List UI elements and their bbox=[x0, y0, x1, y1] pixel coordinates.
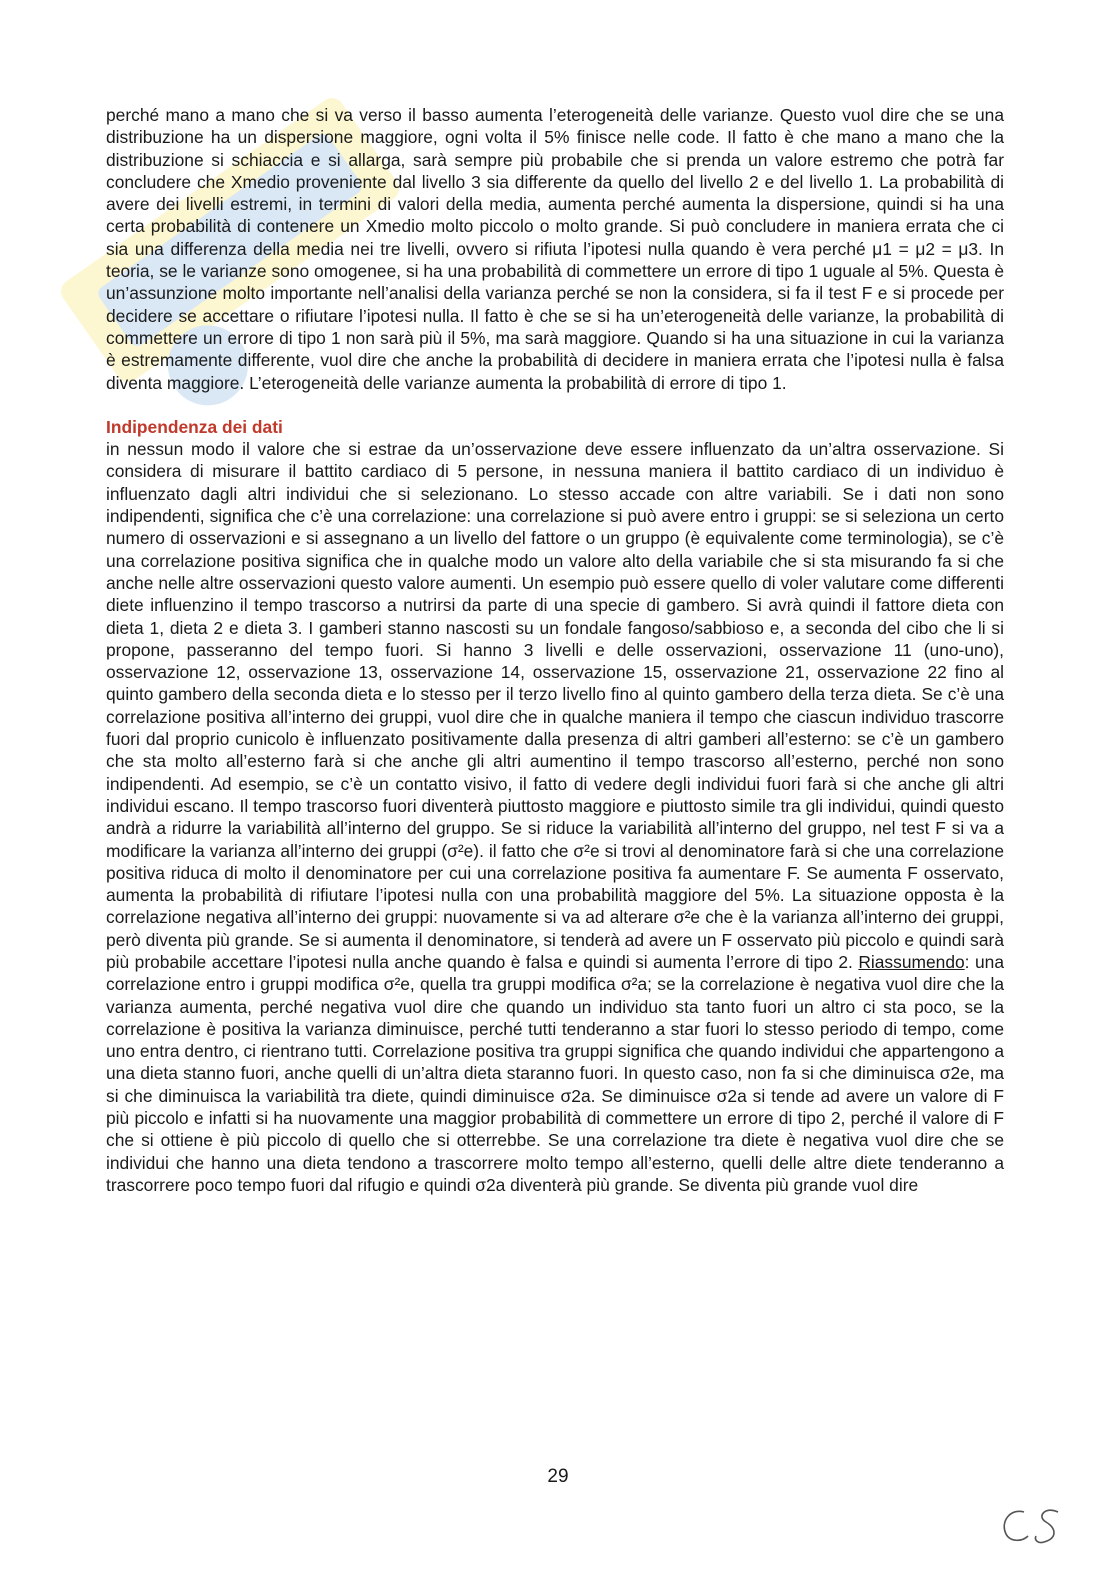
document-body bbox=[106, 104, 1004, 1196]
section-heading: Indipendenza dei dati bbox=[106, 416, 283, 437]
paragraph-gap bbox=[106, 394, 1004, 416]
page-number: 29 bbox=[547, 1466, 569, 1487]
riassumendo-underlined: Riassumendo bbox=[858, 951, 965, 972]
paragraph-1: perché mano a mano che si va verso il basso aumenta l’eterogeneità delle varianze. Questo vuol dire che se una distribuzione ha un dispersione maggiore, ogni volta il 5% finisce nelle code. Il fatto è che mano a mano che la distribuzione si schiaccia e si allarga, sarà sempre più probabile che si prenda un valore estremo che potrà far concludere che Xmedio proveniente dal livello 3 sia differente da quello del livello 2 e del livello 1. La probabilità di avere dei livelli estremi, in termini di valori della media, aumenta perché aumenta la dispersione, quindi si ha una certa probabilità di contenere un Xmedio molto piccolo o molto grande. Si può concludere in maniera errata che ci sia una differenza della media nei tre livelli, ovvero si rifiuta l’ipotesi nulla quando è vera perché μ1 = μ2 = μ3. In teoria, se le varianze sono omogenee, si ha una probabilità di commettere un errore di tipo 1 uguale al 5%. Questa è un’assunzione molto importante nell’analisi della varianza perché se non la considera, si fa il test F e si procede per decidere se accettare o rifiutare l’ipotesi nulla. Il fatto è che se si ha un’eterogeneità delle varianze, la probabilità di commettere un errore di tipo 1 non sarà più il 5%, ma sarà maggiore. Quando si ha una situazione in cui la varianza è estremamente differente, vuol dire che anche la probabilità di decidere in maniera errata che l’ipotesi nulla è falsa diventa maggiore. L’eterogeneità delle varianze aumenta la probabilità di errore di tipo 1. bbox=[106, 105, 1004, 393]
cs-signature-logo bbox=[996, 1500, 1076, 1550]
paragraph-2-part-a: in nessun modo il valore che si estrae da un’osservazione deve essere influenzato da un’altra osservazione. Si considera di misurare il battito cardiaco di 5 persone, in nessuna maniera il battito cardiaco di un individuo è influenzato dagli altri individui che si selezionano. Lo stesso accade con altre variabili. Se i dati non sono indipendenti, significa che c’è una correlazione: una correlazione si può avere entro i gruppi: se si seleziona un certo numero di osservazioni e si assegnano a un livello del fattore o un gruppo (è equivalente come terminologia), se c’è una correlazione positiva significa che in qualche modo un valore alto della variabile che si sta misurando fa si che anche nelle altre osservazioni questo valore aumenti. Un esempio può essere quello di voler valutare come differenti diete influenzino il tempo trascorso a nutrirsi da parte di una specie di gambero. Si avrà quindi il fattore dieta con dieta 1, dieta 2 e dieta 3. I gamberi stanno nascosti su un fondale fangoso/sabbioso e, a seconda del cibo che li si propone, passeranno del tempo fuori. Si hanno 3 livelli e delle osservazioni, osservazione 11 (uno-uno), osservazione 12, osservazione 13, osservazione 14, osservazione 15, osservazione 21, osservazione 22 fino al quinto gambero della seconda dieta e lo stesso per il terzo livello fino al quinto gambero della terza dieta. Se c’è una correlazione positiva all’interno dei gruppi, vuol dire che in qualche maniera il tempo che ciascun individuo trascorre fuori dal proprio cunicolo è influenzato positivamente dalla presenza di altri gamberi all’esterno: se c’è un gambero che sta molto all’esterno farà si che anche gli altri aumentino il tempo trascorso all’esterno, perché non sono indipendenti. Ad esempio, se c’è un contatto visivo, il fatto di vedere degli individui fuori farà si che anche gli altri individui escano. Il tempo trascorso fuori diventerà piuttosto maggiore e piuttosto simile tra gli individui, quindi questo andrà a ridurre la variabilità all’interno del gruppo. Se si riduce la variabilità all’interno del gruppo, nel test F si va a modificare la varianza all’interno dei gruppi (σ²e). il fatto che σ²e si trovi al denominatore farà si che una correlazione positiva riduca di molto il denominatore per cui una correlazione positiva fa aumentare F. Se aumenta F osservato, aumenta la probabilità di rifiutare l’ipotesi nulla con una probabilità maggiore del 5%. La situazione opposta è la correlazione negativa all’interno dei gruppi: nuovamente si va ad alterare σ²e che è la varianza all’interno dei gruppi, però diventa più grande. Se si aumenta il denominatore, si tenderà ad avere un F osservato più piccolo e quindi sarà più probabile accettare l’ipotesi nulla anche quando è falsa e quindi si aumenta l’errore di tipo 2. bbox=[106, 439, 1004, 972]
paragraph-2 bbox=[106, 438, 1004, 1196]
paragraph-2-part-b: : una correlazione entro i gruppi modifica σ²e, quella tra gruppi modifica σ²a; se la correlazione è negativa vuol dire che la varianza aumenta, perché negativa vuol dire che quando un individuo sta tanto fuori un altro ci sta poco, se la correlazione è positiva la varianza diminuisce, perché tutti tenderanno a star fuori lo stesso periodo di tempo, come uno entra dentro, ci rientrano tutti. Correlazione positiva tra gruppi significa che quando individui che appartengono a una dieta stanno fuori, anche quelli di un’altra dieta staranno fuori. In questo caso, non fa si che diminuisca σ2e, ma si che diminuisca la variabilità tra diete, quindi diminuisce σ2a. Se diminuisce σ2a si tende ad avere un valore di F più piccolo e infatti si ha nuovamente una maggior probabilità di commettere un errore di tipo 2, perché il valore di F che si ottiene è più piccolo di quello che si otterrebbe. Se una correlazione tra diete è negativa vuol dire che se individui che hanno una dieta tendono a trascorrere molto tempo all’esterno, quelli delle altre diete tenderanno a trascorrere poco tempo fuori dal rifugio e quindi σ2a diventerà più grande. Se diventa più grande vuol dire bbox=[106, 951, 1004, 1195]
